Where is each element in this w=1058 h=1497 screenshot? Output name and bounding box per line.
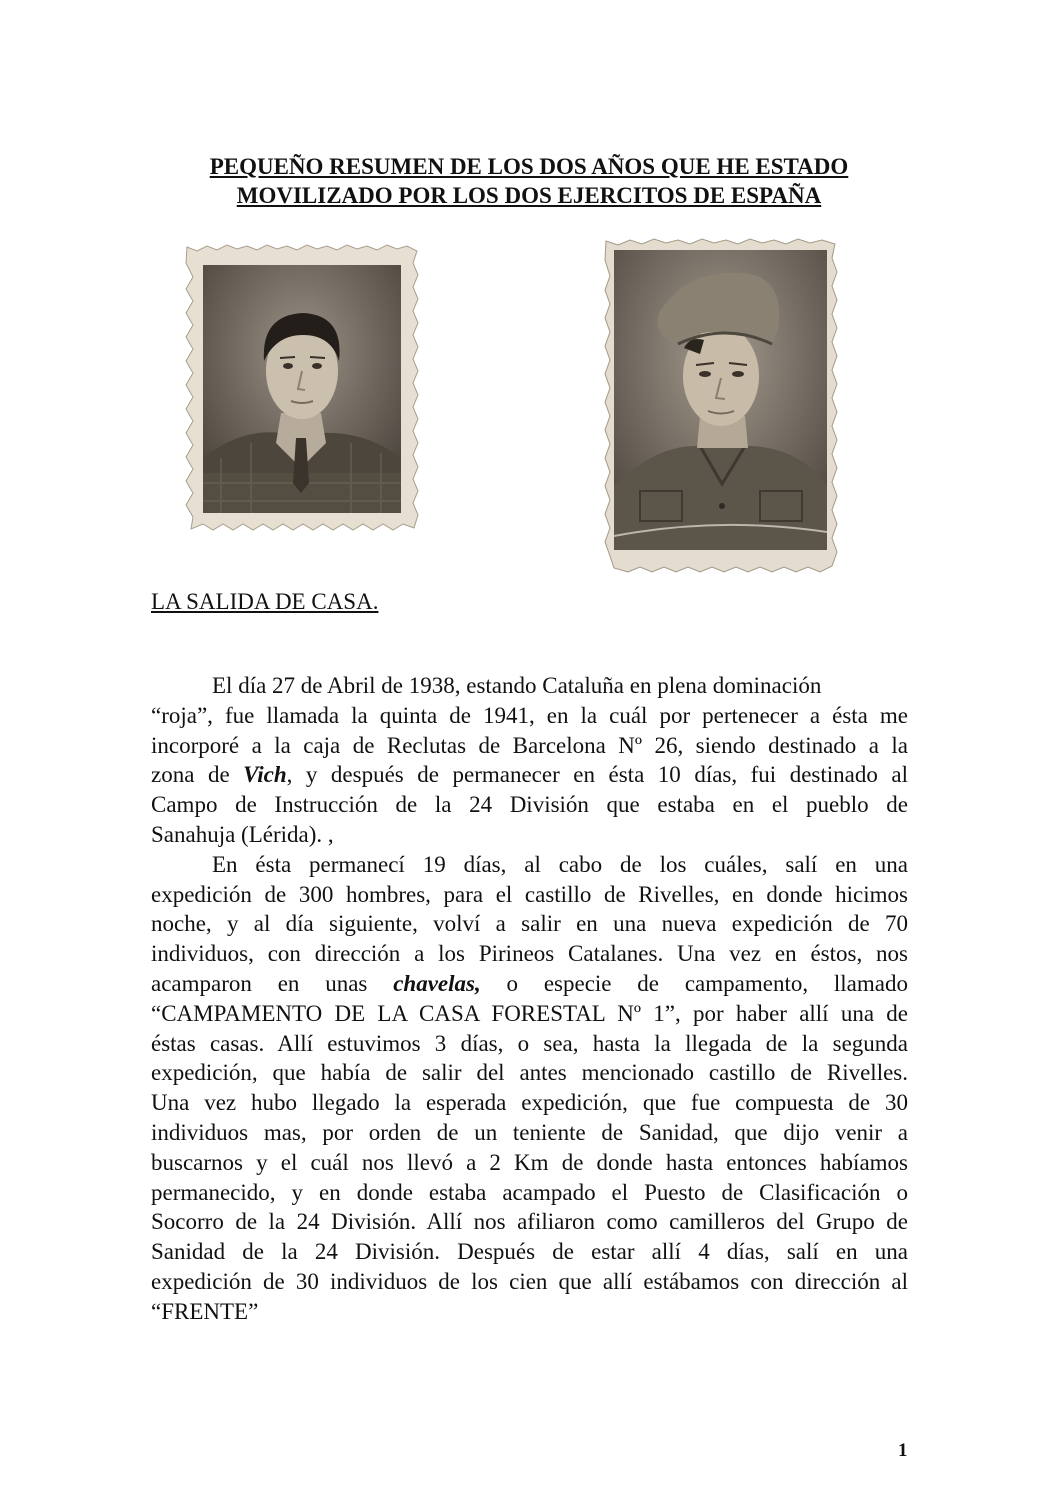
text-line: individuos, con dirección a los Pirineos Catalanes. Una vez en éstos, nos: [151, 941, 908, 967]
portrait-civilian-image: [181, 243, 421, 533]
text-line: El día 27 de Abril de 1938, estando Cataluña en plena dominación: [212, 673, 822, 698]
emphasized-word: chavelas,: [393, 970, 481, 996]
text-line: permanecido, y en donde estaba acampado el Puesto de Clasificación o: [151, 1179, 908, 1205]
page-number: 1: [898, 1440, 908, 1461]
text-line: noche, y al día siguiente, volví a salir en una nueva expedición de 70: [151, 911, 908, 937]
portrait-photo-civilian: [181, 243, 421, 533]
title-line-2: MOVILIZADO POR LOS DOS EJERCITOS DE ESPAÑA: [236, 183, 822, 208]
text-line: [151, 969, 908, 999]
text-fragment: zona de: [151, 762, 244, 788]
text-line: “FRENTE”: [151, 1298, 259, 1324]
title-line-1: PEQUEÑO RESUMEN DE LOS DOS AÑOS QUE HE ESTADO: [209, 154, 849, 179]
document-title: [150, 152, 908, 210]
text-line: Sanidad de la 24 División. Después de estar allí 4 días, salí en una: [151, 1239, 908, 1265]
portrait-soldier-image: [600, 236, 841, 577]
text-line: individuos mas, por orden de un teniente de Sanidad, que dijo venir a: [151, 1119, 908, 1145]
body-paragraphs: [151, 671, 908, 1327]
text-line: Socorro de la 24 División. Allí nos afiliaron como camilleros del Grupo de: [151, 1209, 908, 1235]
text-line: buscarnos y el cuál nos llevó a 2 Km de donde hasta entonces habíamos: [151, 1149, 908, 1175]
text-line: Campo de Instrucción de la 24 División que estaba en el pueblo de: [151, 792, 908, 818]
text-line: En ésta permanecí 19 días, al cabo de los cuáles, salí en una: [212, 851, 908, 877]
text-line: éstas casas. Allí estuvimos 3 días, o sea, hasta la llegada de la segunda: [151, 1030, 908, 1056]
text-fragment: , y después de permanecer en ésta 10 días, fui destinado al: [286, 762, 908, 788]
portrait-photo-soldier: [600, 236, 841, 577]
text-line: expedición de 30 individuos de los cien que allí estábamos con dirección al: [151, 1268, 908, 1294]
text-line: “roja”, fue llamada la quinta de 1941, en la cuál por pertenecer a ésta me: [151, 702, 908, 728]
emphasized-place-name: Vich: [243, 762, 287, 788]
section-heading: LA SALIDA DE CASA.: [151, 589, 379, 614]
text-fragment: acamparon en unas: [151, 970, 394, 996]
text-line: “CAMPAMENTO DE LA CASA FORESTAL Nº 1”, por haber allí una de: [151, 1000, 908, 1026]
text-line: Una vez hubo llegado la esperada expedición, que fue compuesta de 30: [151, 1090, 908, 1116]
text-line: [151, 760, 908, 790]
text-line: expedición, que había de salir del antes mencionado castillo de Rivelles.: [151, 1060, 908, 1086]
text-line: expedición de 300 hombres, para el castillo de Rivelles, en donde hicimos: [151, 881, 908, 907]
text-line: incorporé a la caja de Reclutas de Barcelona Nº 26, siendo destinado a la: [151, 732, 908, 758]
text-line: Sanahuja (Lérida). ,: [151, 821, 334, 847]
text-fragment: o especie de campamento, llamado: [506, 970, 908, 996]
